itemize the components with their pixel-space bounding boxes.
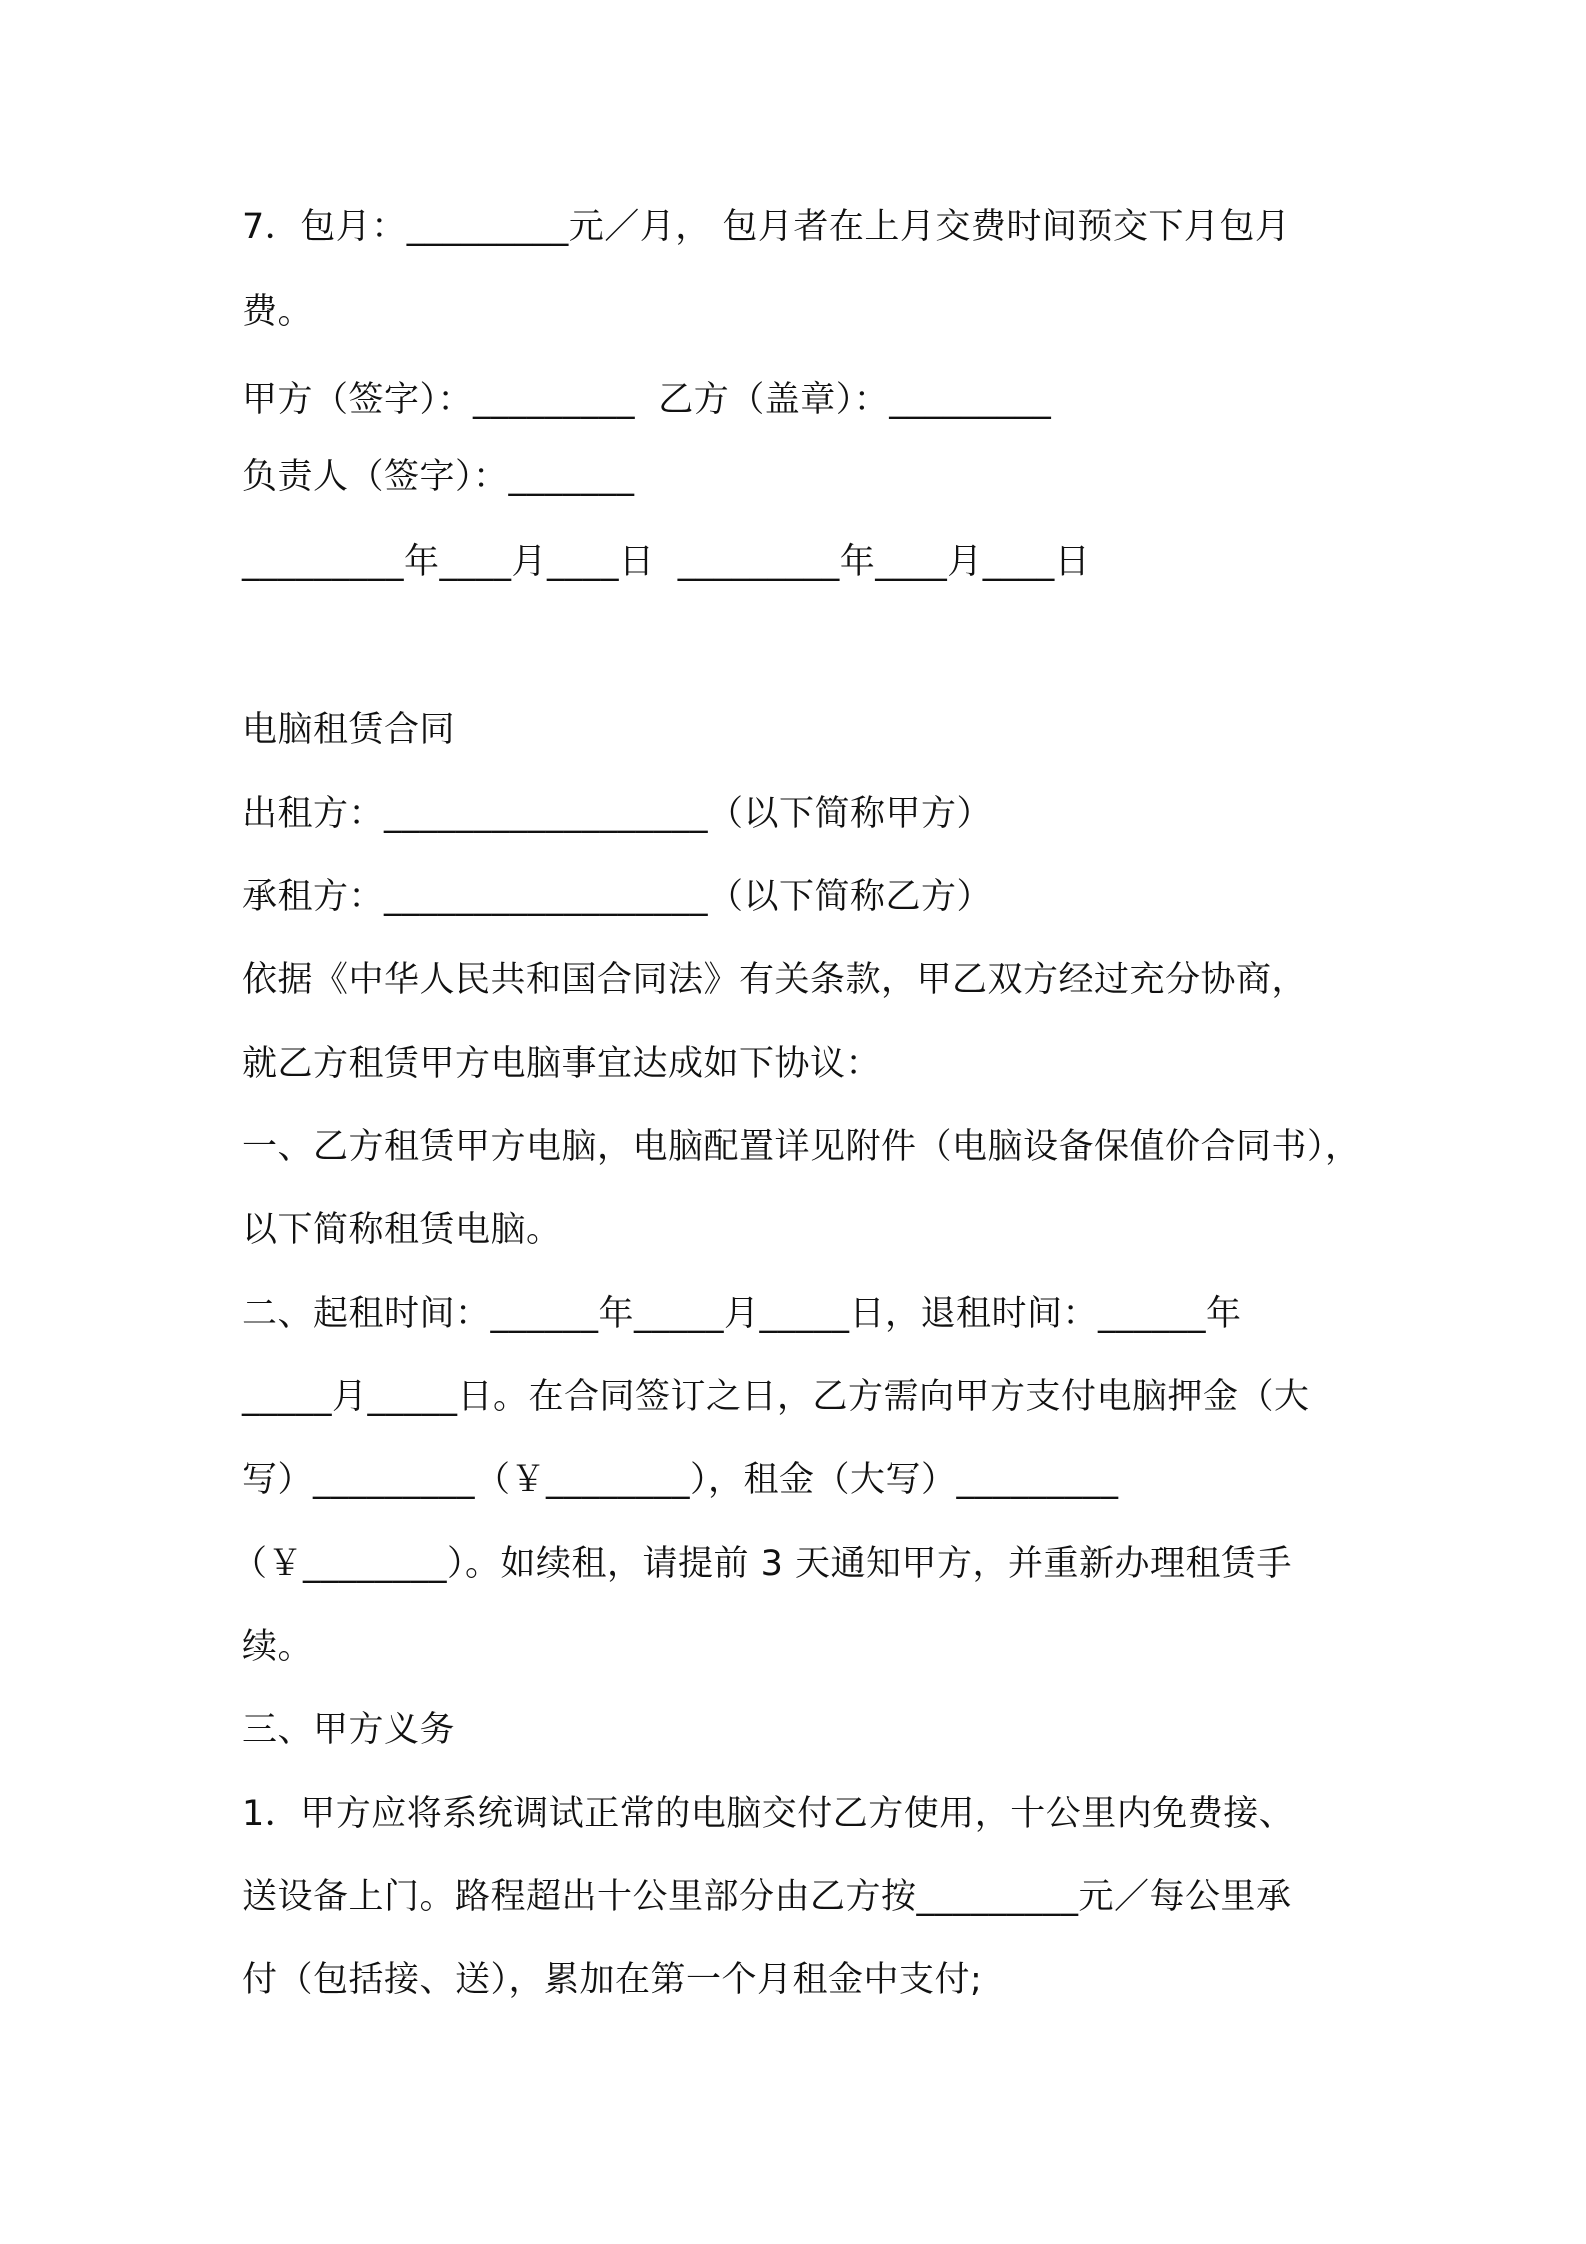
section-heading-lessor-obligations: 三、甲方义务 bbox=[242, 1710, 456, 1750]
text-line-obligation-1: 1．甲方应将系统调试正常的电脑交付乙方使用，十公里内免费接、 bbox=[242, 1794, 1295, 1834]
text-line-obligation-1-cont: 送设备上门。路程超出十公里部分由乙方按_________元／每公里承 bbox=[242, 1877, 1292, 1917]
text-line-responsible-signature: 负责人（签字）：_______ bbox=[242, 457, 635, 497]
text-line-clause-2-cont-4: 续。 bbox=[242, 1627, 314, 1667]
text-line-payment-monthly-cont: 费。 bbox=[242, 292, 314, 332]
text-line-clause-2: 二、起租时间：______年_____月_____日，退租时间：______年 bbox=[242, 1294, 1242, 1334]
text-line-clause-1: 一、乙方租赁甲方电脑，电脑配置详见附件（电脑设备保值价合同书）， bbox=[242, 1127, 1361, 1167]
text-line-payment-monthly: 7．包月：_________元／月， 包月者在上月交费时间预交下月包月 bbox=[242, 207, 1291, 247]
text-line-clause-2-cont-2: 写）_________（￥________），租金（大写）_________ bbox=[242, 1460, 1119, 1500]
text-line-clause-2-cont-1: _____月_____日。在合同签订之日，乙方需向甲方支付电脑押金（大 bbox=[242, 1377, 1310, 1417]
text-line-clause-1-cont: 以下简称租赁电脑。 bbox=[242, 1210, 562, 1250]
text-line-signature-dates: _________年____月____日 _________年____月____日 bbox=[242, 542, 1091, 582]
text-line-clause-2-cont-3: （￥________）。如续租，请提前 3 天通知甲方，并重新办理租赁手 bbox=[232, 1544, 1293, 1584]
text-line-lessee: 承租方：__________________（以下简称乙方） bbox=[242, 877, 993, 917]
text-line-preamble: 依据《中华人民共和国合同法》有关条款，甲乙双方经过充分协商， bbox=[242, 960, 1308, 1000]
text-line-signature-parties: 甲方（签字）：_________ 乙方（盖章）：_________ bbox=[242, 380, 1052, 420]
text-line-lessor: 出租方：__________________（以下简称甲方） bbox=[242, 794, 993, 834]
text-line-preamble-cont: 就乙方租赁甲方电脑事宜达成如下协议： bbox=[242, 1044, 882, 1084]
text-line-obligation-1-cont-2: 付（包括接、送），累加在第一个月租金中支付; bbox=[242, 1960, 983, 2000]
document-title: 电脑租赁合同 bbox=[242, 710, 456, 750]
